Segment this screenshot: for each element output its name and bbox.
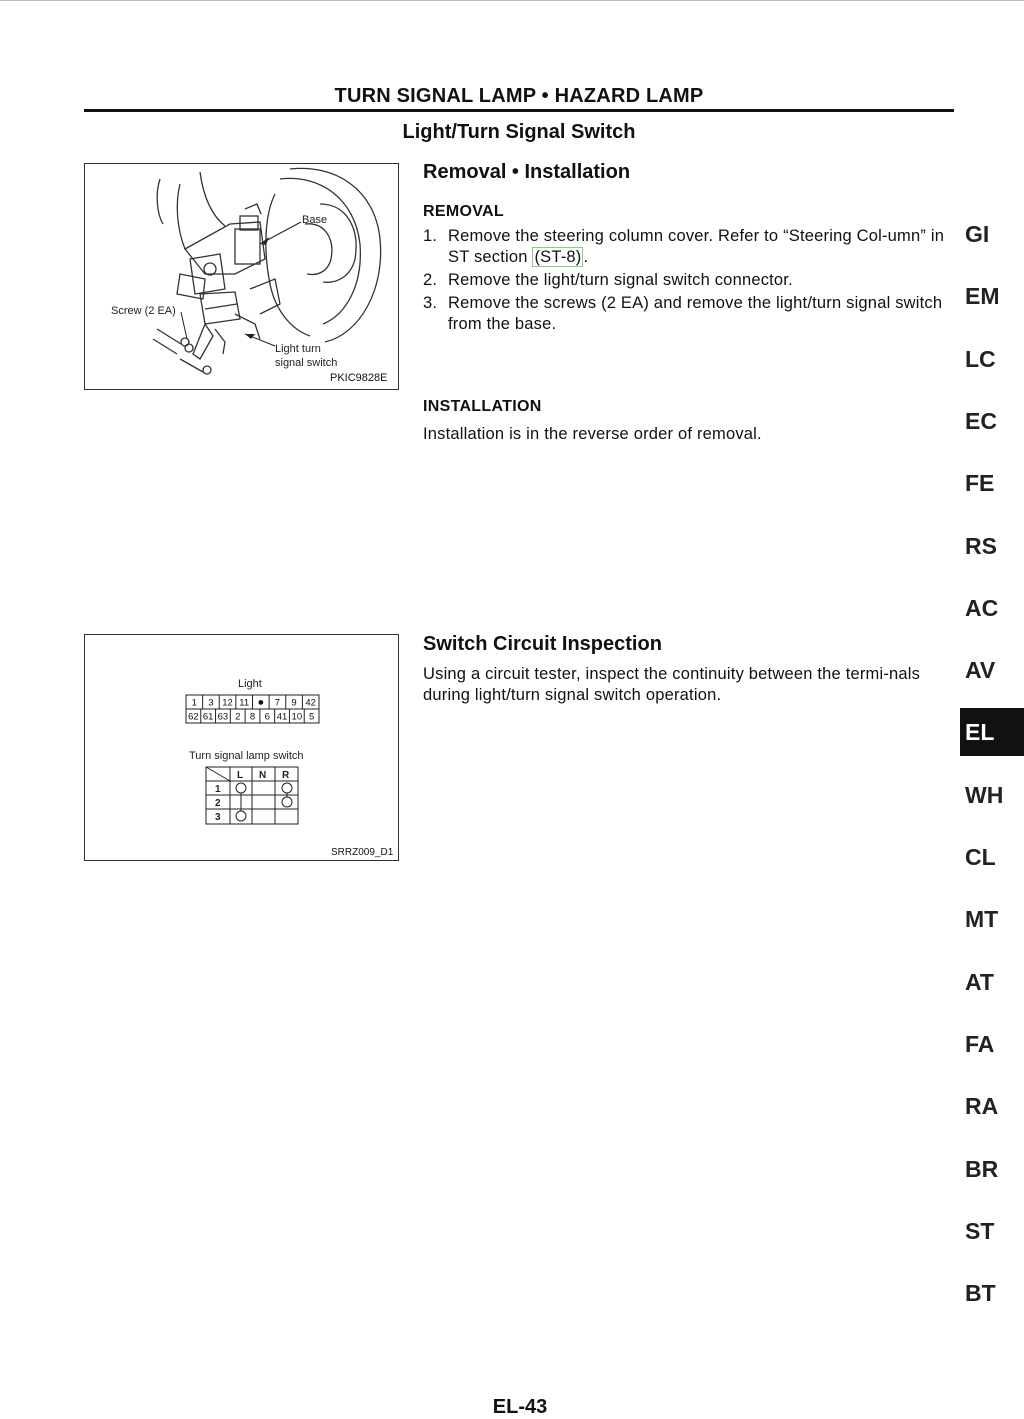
connector-bottom-terminal: 61 (202, 711, 214, 723)
connector-top-row (192, 695, 316, 709)
section-tab-av[interactable]: AV (965, 657, 996, 683)
section-tab-cl[interactable]: CL (965, 844, 996, 870)
connector-top-terminal: 12 (222, 697, 233, 709)
removal-heading: REMOVAL (423, 203, 504, 220)
step-text: Remove the light/turn signal switch connector. (448, 271, 793, 289)
step-text-end: . (583, 248, 589, 266)
section-tab-st[interactable]: ST (965, 1218, 995, 1244)
page-number: EL-43 (492, 1396, 548, 1418)
section-tab-lc[interactable]: LC (965, 346, 996, 372)
section-tab-gi[interactable]: GI (965, 221, 990, 247)
connector-top-terminal: 1 (191, 697, 197, 709)
section-tab-rs[interactable]: RS (965, 533, 997, 559)
fig2-turn-label: Turn signal lamp switch (189, 750, 304, 762)
removal-step-2 (423, 270, 955, 291)
section-tab-at[interactable]: AT (965, 969, 994, 995)
section-tab-ra[interactable]: RA (965, 1093, 999, 1119)
st-8-reference-link[interactable]: (ST-8) (534, 248, 582, 266)
section-tab-fa[interactable]: FA (965, 1031, 995, 1057)
connector-bottom-terminal: 41 (276, 711, 288, 723)
col-N: N (259, 770, 267, 781)
switch-removal-illustration (85, 164, 398, 389)
step-text: Remove the screws (2 EA) and remove the light/turn signal switch from the base. (448, 294, 943, 333)
fig1-label-switch-2: signal switch (275, 357, 338, 369)
fig1-label-base: Base (302, 214, 328, 226)
removal-step-1 (423, 226, 955, 268)
section-tab-br[interactable]: BR (965, 1156, 999, 1182)
switch-inspection-heading: Switch Circuit Inspection (423, 633, 662, 655)
connector-bottom-row (188, 709, 314, 723)
connector-bottom-terminal: 5 (308, 711, 315, 723)
step-number: 2. (423, 271, 438, 289)
step-number: 1. (423, 227, 438, 245)
section-tab-mt[interactable]: MT (965, 906, 999, 932)
fig1-code: PKIC9828E (330, 372, 388, 384)
section-tab-ac[interactable]: AC (965, 595, 999, 621)
installation-heading: INSTALLATION (423, 398, 542, 415)
connector-bottom-terminal: 10 (291, 711, 303, 723)
section-tab-wh[interactable]: WH (965, 782, 1004, 808)
connector-top-terminal: ● (257, 696, 265, 709)
connector-top-terminal: 42 (305, 697, 316, 709)
connector-bottom-terminal: 62 (188, 711, 199, 723)
connector-bottom-terminal: 2 (235, 711, 241, 723)
title-rule (84, 109, 954, 112)
connector-bottom-terminal: 8 (249, 711, 256, 723)
step-number: 3. (423, 294, 438, 312)
switch-circuit-diagram (85, 635, 398, 860)
col-L: L (237, 770, 244, 781)
row-2: 2 (215, 798, 221, 809)
figure-switch-circuit (84, 634, 399, 861)
connector-top-terminal: 7 (274, 697, 281, 709)
col-R: R (282, 770, 290, 781)
fig1-label-switch-1: Light turn (275, 343, 321, 355)
section-tab-em[interactable]: EM (965, 283, 1000, 309)
row-1: 1 (215, 784, 221, 795)
removal-step-3 (423, 293, 955, 335)
fig2-code: SRRZ009_D1 (331, 847, 394, 858)
connector-top-terminal: 9 (291, 697, 297, 709)
section-tab-ec[interactable]: EC (965, 408, 997, 434)
connector-top-terminal: 11 (239, 697, 250, 709)
connector-bottom-terminal: 63 (217, 711, 229, 723)
fig2-light-label: Light (238, 678, 262, 690)
connector-top-terminal: 3 (208, 697, 214, 709)
connector-bottom-terminal: 6 (264, 711, 270, 723)
fig1-label-screw: Screw (2 EA) (111, 305, 176, 317)
removal-steps (423, 226, 955, 337)
removal-installation-heading: Removal • Installation (423, 161, 631, 183)
page-title: TURN SIGNAL LAMP • HAZARD LAMP (334, 85, 704, 107)
section-title: Light/Turn Signal Switch (402, 121, 636, 143)
top-border (0, 0, 1024, 1)
section-tab-el[interactable]: EL (960, 708, 1024, 756)
switch-inspection-text: Using a circuit tester, inspect the continuity between the termi-nals during light/turn signal switch operation. (423, 665, 921, 704)
installation-text: Installation is in the reverse order of removal. (423, 425, 762, 443)
figure-switch-removal (84, 163, 399, 390)
step-text: Remove the steering column cover. Refer to “Steering Col-umn” in ST section (448, 227, 945, 266)
row-3: 3 (215, 812, 221, 823)
section-tab-bt[interactable]: BT (965, 1280, 996, 1306)
section-tab-fe[interactable]: FE (965, 470, 995, 496)
